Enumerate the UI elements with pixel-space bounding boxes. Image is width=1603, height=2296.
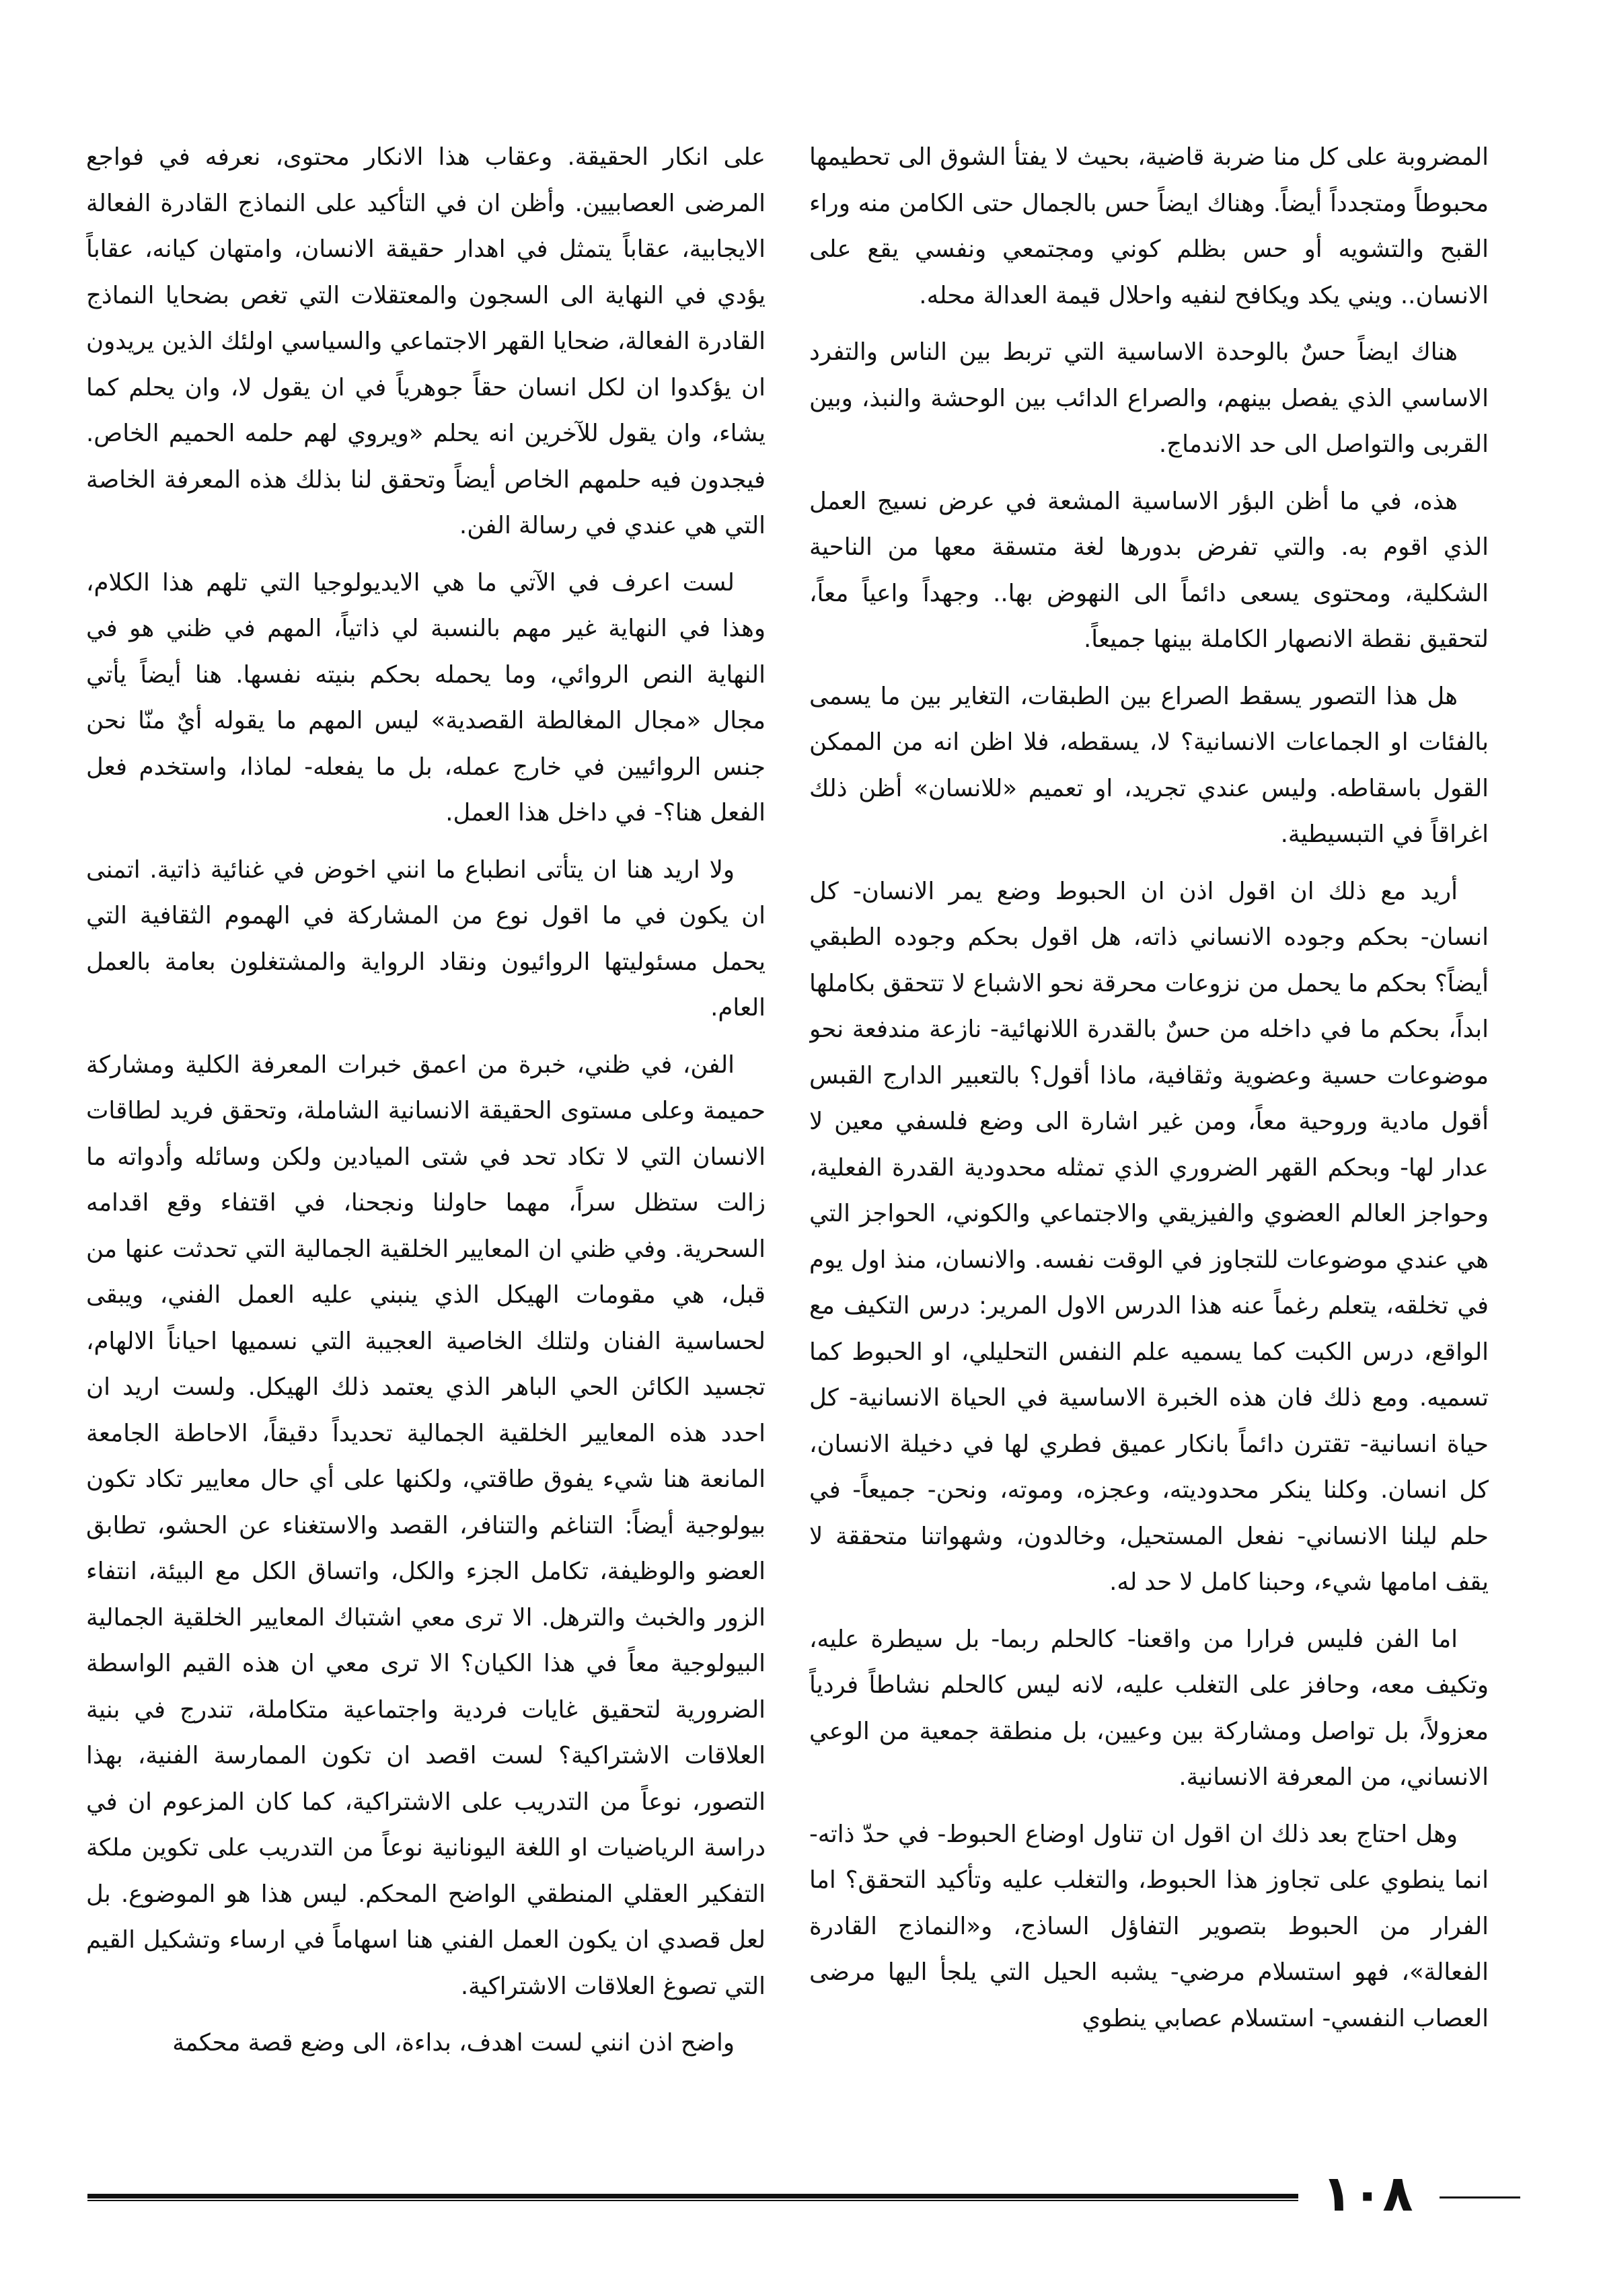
paragraph: هناك ايضاً حسٌ بالوحدة الاساسية التي تربط بين الناس والتفرد الاساسي الذي يفصل بينهم، والصراع الدائب بين الوحشة والنبذ، وبين القربى والتواصل الى حد الاندماج. <box>809 338 1489 458</box>
paragraph: أريد مع ذلك ان اقول اذن ان الحبوط وضع يمر الانسان- كل انسان- بحكم وجوده الانساني ذاته، هل اقول بحكم وجوده الطبقي أيضاً؟ بحكم ما يحمل من نزوعات محرقة نحو الاشباع لا تتحقق بكاملها ابداً، بحكم ما في داخله من حسٌ بالقدرة اللانهائية- نازعة مندفعة نحو موضوعات حسية وعضوية وثقافية، ماذا أقول؟ بالتعبير الدارج القبس أقول مادية وروحية معاً، ومن غير اشارة الى وضع فلسفي معين لا عدار لها- وبحكم القهر الضروري الذي تمثله محدودية القدرة الفعلية، وحواجز العالم العضوي والفيزيقي والاجتماعي والكوني، الحواجز التي هي عندي موضوعات للتجاوز في الوقت نفسه. والانسان، منذ اول يوم في تخلقه، يتعلم رغماً عنه هذا الدرس الاول المرير: درس التكيف مع الواقع، درس الكبت كما يسميه علم النفس التحليلي، او الحبوط كما تسميه. ومع ذلك فان هذه الخبرة الاساسية في الحياة الانسانية- كل حياة انسانية- تقترن دائماً بانكار عميق فطري لها في دخيلة الانسان، كل انسان. وكلنا ينكر محدوديته، وعجزه، وموته، ونحن- جميعاً- في حلم ليلنا الانساني- نفعل المستحيل، وخالدون، وشهواتنا متحققة لا يقف امامها شيء، وحبنا كامل لا حد له. <box>809 877 1489 1596</box>
text-column-left <box>86 135 766 2152</box>
page-footer <box>87 2165 1520 2223</box>
footer-rule-short <box>1440 2196 1520 2198</box>
paragraph: ولا اريد هنا ان يتأتى انطباع ما انني اخوض في غنائية ذاتية. اتمنى ان يكون في ما اقول نوع من المشاركة في الهموم الثقافية التي يحمل مسئوليتها الروائيون ونقاد الرواية والمشتغلون بعامة بالعمل العام. <box>86 855 766 1022</box>
paragraph: هل هذا التصور يسقط الصراع بين الطبقات، التغاير بين ما يسمى بالفئات او الجماعات الانسانية؟ لا، يسقطه، فلا اظن انه من الممكن القول باسقاطه. وليس عندي تجريد، او تعميم «للانسان» أظن ذلك اغراقاً في التبسيطية. <box>809 682 1489 848</box>
paragraph: هذه، في ما أظن البؤر الاساسية المشعة في عرض نسيج العمل الذي اقوم به. والتي تفرض بدورها لغة متسقة معها من الناحية الشكلية، ومحتوى يسعى دائماً الى النهوض بها.. وجهداً واعياً معاً، لتحقيق نقطة الانصهار الكاملة بينها جميعاً. <box>809 487 1489 653</box>
paragraph: المضروبة على كل منا ضربة قاضية، بحيث لا يفتأ الشوق الى تحطيمها محبوطاً ومتجدداً أيضاً. وهناك ايضاً حس بالجمال حتى الكامن منه وراء القبح والتشويه أو حس بظلم كوني ومجتمعي ونفسي يقع على الانسان.. ويني يكد ويكافح لنفيه واحلال قيمة العدالة محله. <box>809 143 1489 309</box>
paragraph: وهل احتاج بعد ذلك ان اقول ان تناول اوضاع الحبوط- في حدّ ذاته- انما ينطوي على تجاوز هذا الحبوط، والتغلب عليه وتأكيد التحقق؟ اما الفرار من الحبوط بتصوير التفاؤل الساذج، و«النماذج القادرة الفعالة»، فهو استسلام مرضي- يشبه الحيل التي يلجأ اليها مرضى العصاب النفسي- استسلام عصابي ينطوي <box>809 1820 1489 2032</box>
text-column-right <box>809 135 1489 2152</box>
footer-rule <box>87 2194 1298 2198</box>
paragraph: واضح اذن انني لست اهدف، بداءة، الى وضع قصة محكمة <box>172 2029 735 2057</box>
paragraph: على انكار الحقيقة. وعقاب هذا الانكار محتوى، نعرفه في فواجع المرضى العصابيين. وأظن ان في التأكيد على النماذج القادرة الفعالة الايجابية، عقاباً يتمثل في اهدار حقيقة الانسان، وامتهان كيانه، عقاباً يؤدي في النهاية الى السجون والمعتقلات التي تغص بضحايا النماذج القادرة الفعالة، ضحايا القهر الاجتماعي والسياسي اولئك الذين يريدون ان يؤكدوا ان لكل انسان حقاً جوهرياً في ان يقول لا، وان يحلم كما يشاء، وان يقول للآخرين انه يحلم «ويروي لهم حلمه الحميم الخاص. فيجدون فيه حلمهم الخاص أيضاً وتحقق لنا بذلك هذه المعرفة الخاصة التي هي عندي في رسالة الفن. <box>86 143 766 539</box>
page-number: ١٠٨ <box>1322 2165 1413 2223</box>
paragraph: الفن، في ظني، خبرة من اعمق خبرات المعرفة الكلية ومشاركة حميمة وعلى مستوى الحقيقة الانسانية الشاملة، وتحقق فريد لطاقات الانسان التي لا تكاد تحد في شتى الميادين ولكن وسائله وأدواته ما زالت ستظل سراً، مهما حاولنا ونجحنا، في اقتفاء وقع اقدامه السحرية. وفي ظني ان المعايير الخلقية الجمالية التي تحدثت عنها من قبل، هي مقومات الهيكل الذي ينبني عليه العمل الفني، ويبقى لحساسية الفنان ولتلك الخاصية العجيبة التي نسميها احياناً الالهام، تجسيد الكائن الحي الباهر الذي يعتمد ذلك الهيكل. ولست اريد ان احدد هذه المعايير الخلقية الجمالية تحديداً دقيقاً، الاحاطة الجامعة المانعة هنا شيء يفوق طاقتي، ولكنها على أي حال معايير تكاد تكون بيولوجية أيضاً: التناغم والتنافر، القصد والاستغناء عن الحشو، تطابق العضو والوظيفة، تكامل الجزء والكل، واتساق الكل مع البيئة، انتفاء الزور والخبث والترهل. الا ترى معي اشتباك المعايير الخلقية الجمالية البيولوجية معاً في هذا الكيان؟ الا ترى معي ان هذه القيم الواسطة الضرورية لتحقيق غايات فردية واجتماعية متكاملة، تندرج في بنية العلاقات الاشتراكية؟ لست اقصد ان تكون الممارسة الفنية، بهذا التصور، نوعاً من التدريب على الاشتراكية، كما كان المزعوم ان في دراسة الرياضيات او اللغة اليونانية نوعاً من التدريب على تكوين ملكة التفكير العقلي المنطقي الواضح المحكم. ليس هذا هو الموضوع. بل لعل قصدي ان يكون العمل الفني هنا اسهاماً في ارساء وتشكيل القيم التي تصوغ العلاقات الاشتراكية. <box>86 1050 766 2000</box>
paragraph: اما الفن فليس فرارا من واقعنا- كالحلم ربما- بل سيطرة عليه، وتكيف معه، وحافز على التغلب عليه، لانه ليس كالحلم نشاطاً فردياً معزولاً، بل تواصل ومشاركة بين وعيين، بل منطقة جمعية من الوعي الانساني، من المعرفة الانسانية. <box>809 1625 1489 1791</box>
paragraph: لست اعرف في الآتي ما هي الايديولوجيا التي تلهم هذا الكلام، وهذا في النهاية غير مهم بالنسبة لي ذاتياً، المهم في ظني هو في النهاية النص الروائي، وما يحمله بحكم بنيته نفسها. هنا أيضاً يأتي مجال «مجال المغالطة القصدية» ليس المهم ما يقوله أيٌ منّا نحن جنس الروائيين في خارج عمله، بل ما يفعله- لماذا، واستخدم فعل الفعل هنا؟- في داخل هذا العمل. <box>86 568 766 827</box>
